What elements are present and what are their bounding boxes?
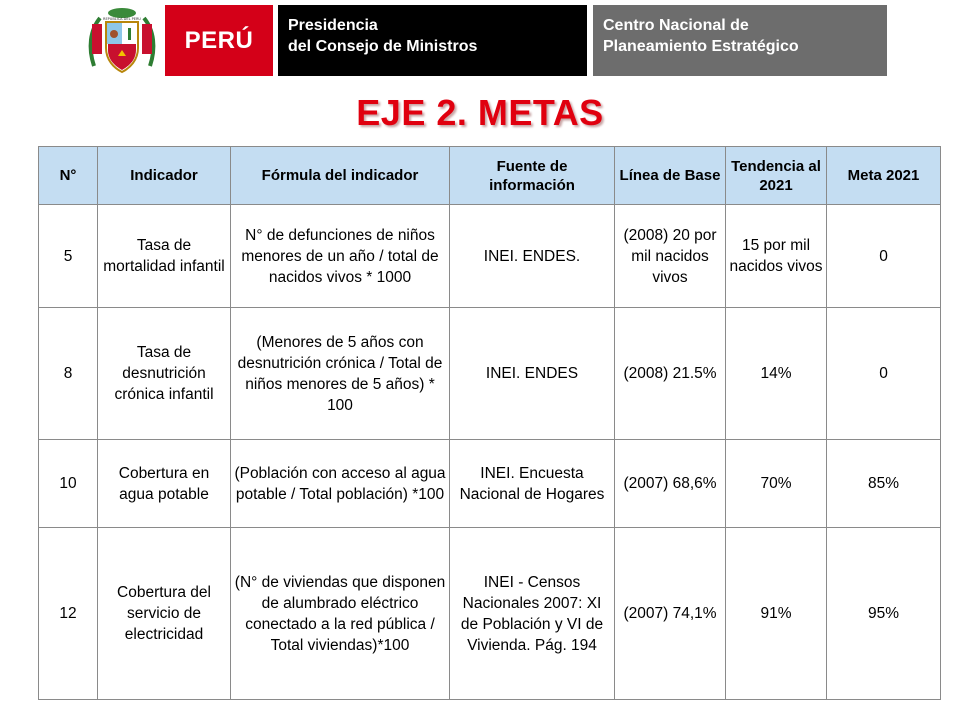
table-row (39, 528, 941, 700)
ceplan-line-1: Centro Nacional de (603, 17, 749, 34)
peru-brand-box (165, 5, 273, 76)
col-header-tendencia: Tendencia al 2021 (726, 147, 827, 205)
ceplan-line-2: Planeamiento Estratégico (603, 38, 799, 55)
cell-meta: 95% (827, 528, 941, 700)
table-row (39, 308, 941, 440)
cell-meta: 0 (827, 205, 941, 308)
peru-label: PERÚ (184, 26, 254, 54)
metas-table (38, 146, 941, 700)
cell-n: 10 (39, 440, 98, 528)
header-bar (0, 0, 960, 80)
col-header-indicador: Indicador (98, 147, 231, 205)
pcm-line-1: Presidencia (288, 17, 378, 34)
col-header-linea-base: Línea de Base (615, 147, 726, 205)
cell-tendencia: 15 por mil nacidos vivos (726, 205, 827, 308)
cell-n: 12 (39, 528, 98, 700)
col-header-formula: Fórmula del indicador (231, 147, 450, 205)
cell-n: 8 (39, 308, 98, 440)
cell-tendencia: 14% (726, 308, 827, 440)
pcm-brand-box (278, 5, 587, 76)
emblem-text: REPUBLICA DEL PERU (103, 17, 141, 21)
cell-linea-base: (2007) 68,6% (615, 440, 726, 528)
cell-linea-base: (2007) 74,1% (615, 528, 726, 700)
col-header-meta: Meta 2021 (827, 147, 941, 205)
cell-linea-base: (2008) 21.5% (615, 308, 726, 440)
col-header-n: N° (39, 147, 98, 205)
table-row (39, 205, 941, 308)
cell-tendencia: 91% (726, 528, 827, 700)
cell-formula: (Menores de 5 años con desnutrición crónica / Total de niños menores de 5 años) * 100 (231, 308, 450, 440)
cell-fuente: INEI. Encuesta Nacional de Hogares (450, 440, 615, 528)
table-header-row (39, 147, 941, 205)
cell-fuente: INEI - Censos Nacionales 2007: XI de Población y VI de Vivienda. Pág. 194 (450, 528, 615, 700)
cell-fuente: INEI. ENDES (450, 308, 615, 440)
ceplan-brand-box (593, 5, 887, 76)
cell-fuente: INEI. ENDES. (450, 205, 615, 308)
col-header-fuente: Fuente de información (450, 147, 615, 205)
cell-n: 5 (39, 205, 98, 308)
cell-indicador: Cobertura del servicio de electricidad (98, 528, 231, 700)
page-title: EJE 2. METAS (356, 92, 604, 133)
cell-indicador: Tasa de mortalidad infantil (98, 205, 231, 308)
cell-tendencia: 70% (726, 440, 827, 528)
cell-meta: 0 (827, 308, 941, 440)
cell-meta: 85% (827, 440, 941, 528)
cell-linea-base: (2008) 20 por mil nacidos vivos (615, 205, 726, 308)
cell-formula: (Población con acceso al agua potable / Total población) *100 (231, 440, 450, 528)
cell-formula: N° de defunciones de niños menores de un año / total de nacidos vivos * 1000 (231, 205, 450, 308)
peru-coat-of-arms-icon (86, 4, 158, 76)
pcm-line-2: del Consejo de Ministros (288, 38, 478, 55)
cell-indicador: Tasa de desnutrición crónica infantil (98, 308, 231, 440)
cell-indicador: Cobertura en agua potable (98, 440, 231, 528)
table-row (39, 440, 941, 528)
cell-formula: (N° de viviendas que disponen de alumbrado eléctrico conectado a la red pública / Total viviendas)*100 (231, 528, 450, 700)
